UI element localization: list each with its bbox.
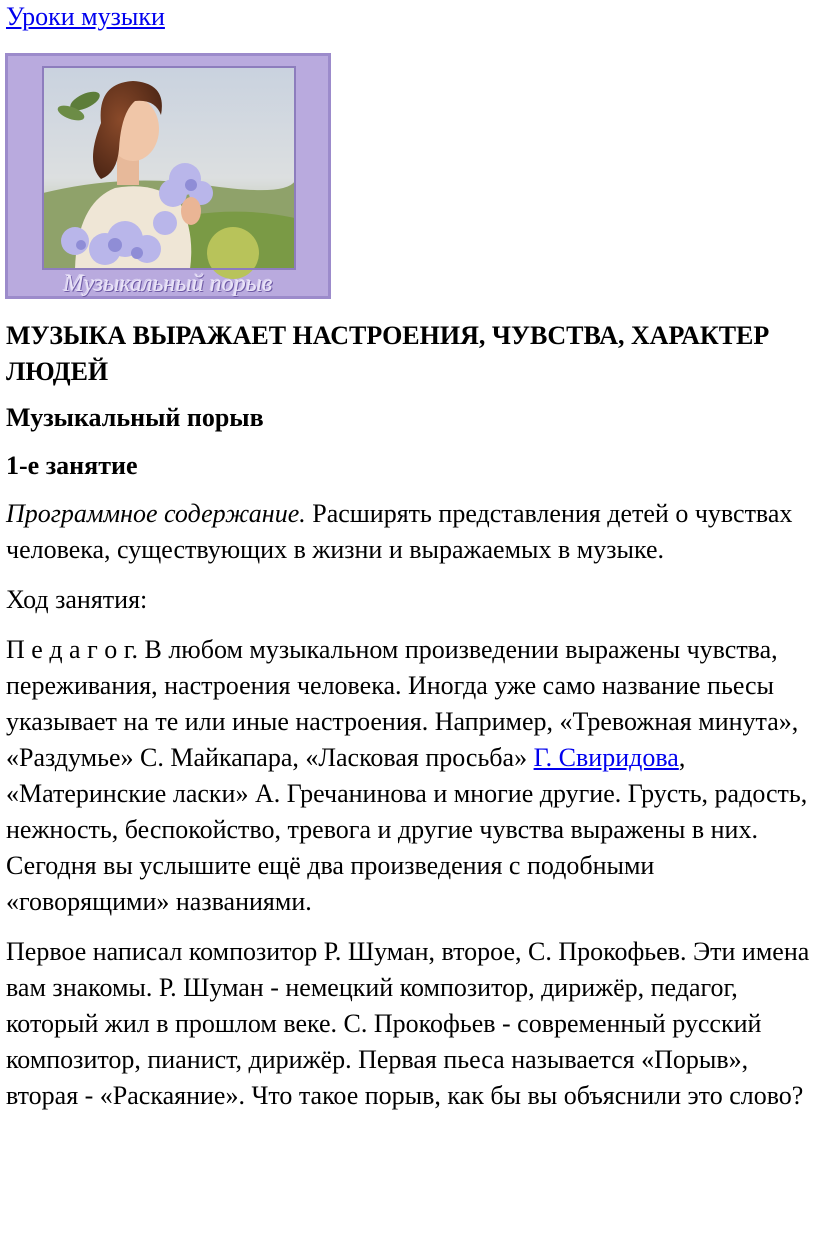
pedagog-text-2: , «Материнские ласки» А. Гречанинова и многие другие. Грусть, радость, нежность, беспокойство, тревога и другие чувства выражены в них. Сегодня вы услышите ещё два произведения с подобными «говорящими» названиями. [6,743,808,916]
speaker-label: П е д а г о г. [6,635,138,664]
top-link-music-lessons[interactable]: Уроки музыки [6,2,165,31]
composers-paragraph: Первое написал композитор Р. Шуман, второе, С. Прокофьев. Эти имена вам знакомы. Р. Шуман - немецкий композитор, дирижёр, педагог, который жил в прошлом веке. С. Прокофьев - современный русский композитор, пианист, дирижёр. Первая пьеса называется «Порыв», вторая - «Раскаяние». Что такое порыв, как бы вы объяснили это слово? [6,937,810,1110]
banner-caption: Музыкальный порыв [63,271,273,297]
program-label: Программное содержание. [6,499,306,528]
lesson-title: 1-е занятие [6,451,138,480]
main-content [6,318,812,1128]
course-label: Ход занятия: [6,585,148,614]
banner-image [5,53,331,299]
page-heading: МУЗЫКА ВЫРАЖАЕТ НАСТРОЕНИЯ, ЧУВСТВА, ХАРАКТЕР ЛЮДЕЙ [6,321,770,386]
program-paragraph [6,496,812,568]
page-subtitle: Музыкальный порыв [6,403,264,432]
pedagog-paragraph [6,632,812,920]
girl-with-lilacs-painting-icon [5,53,331,299]
program-text: Расширять представления детей о чувствах человека, существующих в жизни и выражаемых в музыке. [6,499,793,564]
pedagog-text-1: В любом музыкальном произведении выражены чувства, переживания, настроения человека. Иногда уже само название пьесы указывает на те или иные настроения. Например, «Тревожная минута», «Раздумье» С. Майкапара, «Ласковая просьба» [6,635,799,772]
sviridov-link[interactable]: Г. Свиридова [533,743,679,772]
